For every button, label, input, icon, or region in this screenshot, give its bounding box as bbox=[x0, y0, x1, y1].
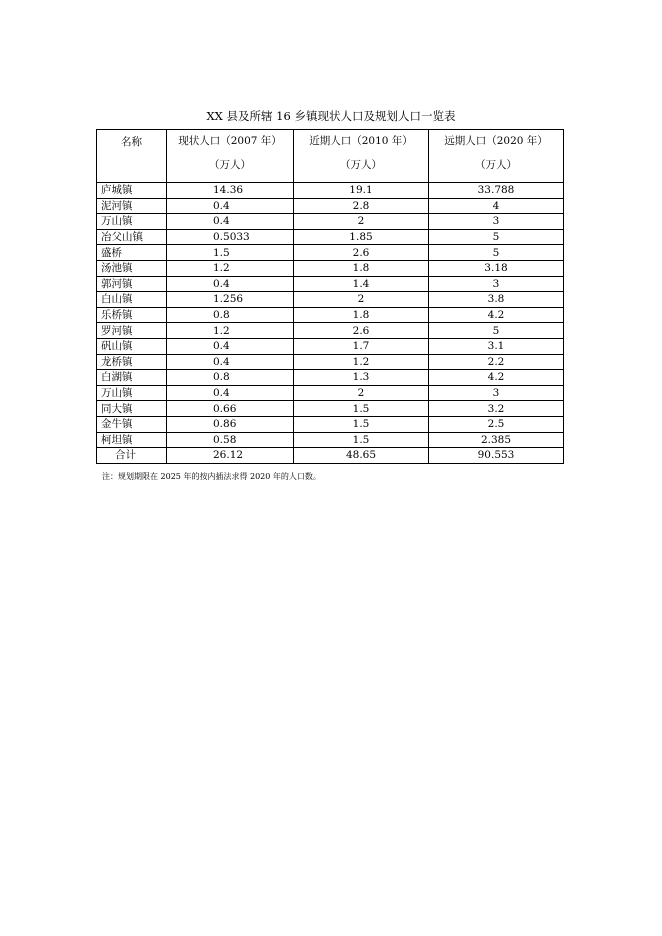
current-population-cell: 0.4 bbox=[167, 354, 294, 370]
town-name-cell: 冶父山镇 bbox=[97, 229, 167, 245]
near-term-population-cell: 1.85 bbox=[294, 229, 429, 245]
table-row bbox=[97, 276, 564, 292]
current-population-cell: 1.256 bbox=[167, 292, 294, 308]
near-term-population-cell: 2 bbox=[294, 292, 429, 308]
long-term-population-cell: 3.18 bbox=[429, 260, 564, 276]
header-long-term-population bbox=[429, 130, 564, 183]
current-population-cell: 0.58 bbox=[167, 432, 294, 448]
table-body bbox=[97, 183, 564, 464]
long-term-population-cell: 2.385 bbox=[429, 432, 564, 448]
near-term-population-cell: 1.2 bbox=[294, 354, 429, 370]
table-row bbox=[97, 198, 564, 214]
town-name-cell: 万山镇 bbox=[97, 385, 167, 401]
near-term-population-cell: 1.3 bbox=[294, 370, 429, 386]
near-term-population-cell: 1.5 bbox=[294, 401, 429, 417]
near-term-population-cell: 2.6 bbox=[294, 323, 429, 339]
near-term-population-cell: 2.6 bbox=[294, 245, 429, 261]
town-name-cell: 汤池镇 bbox=[97, 260, 167, 276]
current-population-cell: 0.5033 bbox=[167, 229, 294, 245]
table-footnote: 注：规划期限在 2025 年的按内插法求得 2020 年的人口数。 bbox=[102, 472, 321, 481]
long-term-population-cell: 3 bbox=[429, 385, 564, 401]
long-term-population-cell: 2.5 bbox=[429, 416, 564, 432]
long-term-population-cell: 4.2 bbox=[429, 370, 564, 386]
current-population-cell: 26.12 bbox=[167, 448, 294, 464]
town-name-cell: 龙桥镇 bbox=[97, 354, 167, 370]
table-row bbox=[97, 432, 564, 448]
table-row bbox=[97, 416, 564, 432]
table-row bbox=[97, 370, 564, 386]
table-header-row bbox=[97, 130, 564, 183]
header-current-line2: （万人） bbox=[209, 159, 251, 171]
near-term-population-cell: 19.1 bbox=[294, 183, 429, 199]
header-near-line1: 近期人口（2010 年） bbox=[309, 135, 413, 147]
population-table bbox=[96, 129, 564, 464]
current-population-cell: 0.4 bbox=[167, 276, 294, 292]
long-term-population-cell: 5 bbox=[429, 323, 564, 339]
table-row bbox=[97, 323, 564, 339]
current-population-cell: 14.36 bbox=[167, 183, 294, 199]
current-population-cell: 0.86 bbox=[167, 416, 294, 432]
current-population-cell: 1.2 bbox=[167, 323, 294, 339]
current-population-cell: 0.66 bbox=[167, 401, 294, 417]
town-name-cell: 合计 bbox=[97, 448, 167, 464]
long-term-population-cell: 5 bbox=[429, 229, 564, 245]
long-term-population-cell: 3.1 bbox=[429, 338, 564, 354]
near-term-population-cell: 1.5 bbox=[294, 416, 429, 432]
town-name-cell: 郭河镇 bbox=[97, 276, 167, 292]
town-name-cell: 金牛镇 bbox=[97, 416, 167, 432]
long-term-population-cell: 4 bbox=[429, 198, 564, 214]
long-term-population-cell: 5 bbox=[429, 245, 564, 261]
current-population-cell: 0.8 bbox=[167, 307, 294, 323]
near-term-population-cell: 2 bbox=[294, 385, 429, 401]
header-far-line1: 远期人口（2020 年） bbox=[444, 135, 548, 147]
near-term-population-cell: 48.65 bbox=[294, 448, 429, 464]
near-term-population-cell: 1.7 bbox=[294, 338, 429, 354]
long-term-population-cell: 3.2 bbox=[429, 401, 564, 417]
long-term-population-cell: 2.2 bbox=[429, 354, 564, 370]
town-name-cell: 柯坦镇 bbox=[97, 432, 167, 448]
long-term-population-cell: 4.2 bbox=[429, 307, 564, 323]
table-row bbox=[97, 354, 564, 370]
current-population-cell: 0.8 bbox=[167, 370, 294, 386]
current-population-cell: 1.5 bbox=[167, 245, 294, 261]
town-name-cell: 罗河镇 bbox=[97, 323, 167, 339]
town-name-cell: 庐城镇 bbox=[97, 183, 167, 199]
table-row bbox=[97, 245, 564, 261]
near-term-population-cell: 1.4 bbox=[294, 276, 429, 292]
header-near-term-population bbox=[294, 130, 429, 183]
near-term-population-cell: 1.8 bbox=[294, 260, 429, 276]
town-name-cell: 白湖镇 bbox=[97, 370, 167, 386]
long-term-population-cell: 3 bbox=[429, 276, 564, 292]
table-row bbox=[97, 385, 564, 401]
table-row bbox=[97, 292, 564, 308]
near-term-population-cell: 2.8 bbox=[294, 198, 429, 214]
current-population-cell: 1.2 bbox=[167, 260, 294, 276]
table-row bbox=[97, 229, 564, 245]
town-name-cell: 乐桥镇 bbox=[97, 307, 167, 323]
near-term-population-cell: 1.8 bbox=[294, 307, 429, 323]
current-population-cell: 0.4 bbox=[167, 198, 294, 214]
header-current-line1: 现状人口（2007 年） bbox=[178, 135, 282, 147]
town-name-cell: 万山镇 bbox=[97, 214, 167, 230]
long-term-population-cell: 3.8 bbox=[429, 292, 564, 308]
header-current-population bbox=[167, 130, 294, 183]
town-name-cell: 泥河镇 bbox=[97, 198, 167, 214]
near-term-population-cell: 1.5 bbox=[294, 432, 429, 448]
current-population-cell: 0.4 bbox=[167, 338, 294, 354]
table-row bbox=[97, 183, 564, 199]
town-name-cell: 同大镇 bbox=[97, 401, 167, 417]
table-row bbox=[97, 260, 564, 276]
town-name-cell: 白山镇 bbox=[97, 292, 167, 308]
header-name: 名称 bbox=[97, 130, 167, 183]
town-name-cell: 盛桥 bbox=[97, 245, 167, 261]
current-population-cell: 0.4 bbox=[167, 385, 294, 401]
current-population-cell: 0.4 bbox=[167, 214, 294, 230]
header-far-line2: （万人） bbox=[475, 159, 517, 171]
long-term-population-cell: 3 bbox=[429, 214, 564, 230]
near-term-population-cell: 2 bbox=[294, 214, 429, 230]
long-term-population-cell: 33.788 bbox=[429, 183, 564, 199]
table-row bbox=[97, 338, 564, 354]
header-near-line2: （万人） bbox=[340, 159, 382, 171]
long-term-population-cell: 90.553 bbox=[429, 448, 564, 464]
table-row bbox=[97, 401, 564, 417]
table-title: XX 县及所辖 16 乡镇现状人口及规划人口一览表 bbox=[206, 109, 456, 123]
table-total-row bbox=[97, 448, 564, 464]
town-name-cell: 矾山镇 bbox=[97, 338, 167, 354]
table-row bbox=[97, 307, 564, 323]
table-row bbox=[97, 214, 564, 230]
